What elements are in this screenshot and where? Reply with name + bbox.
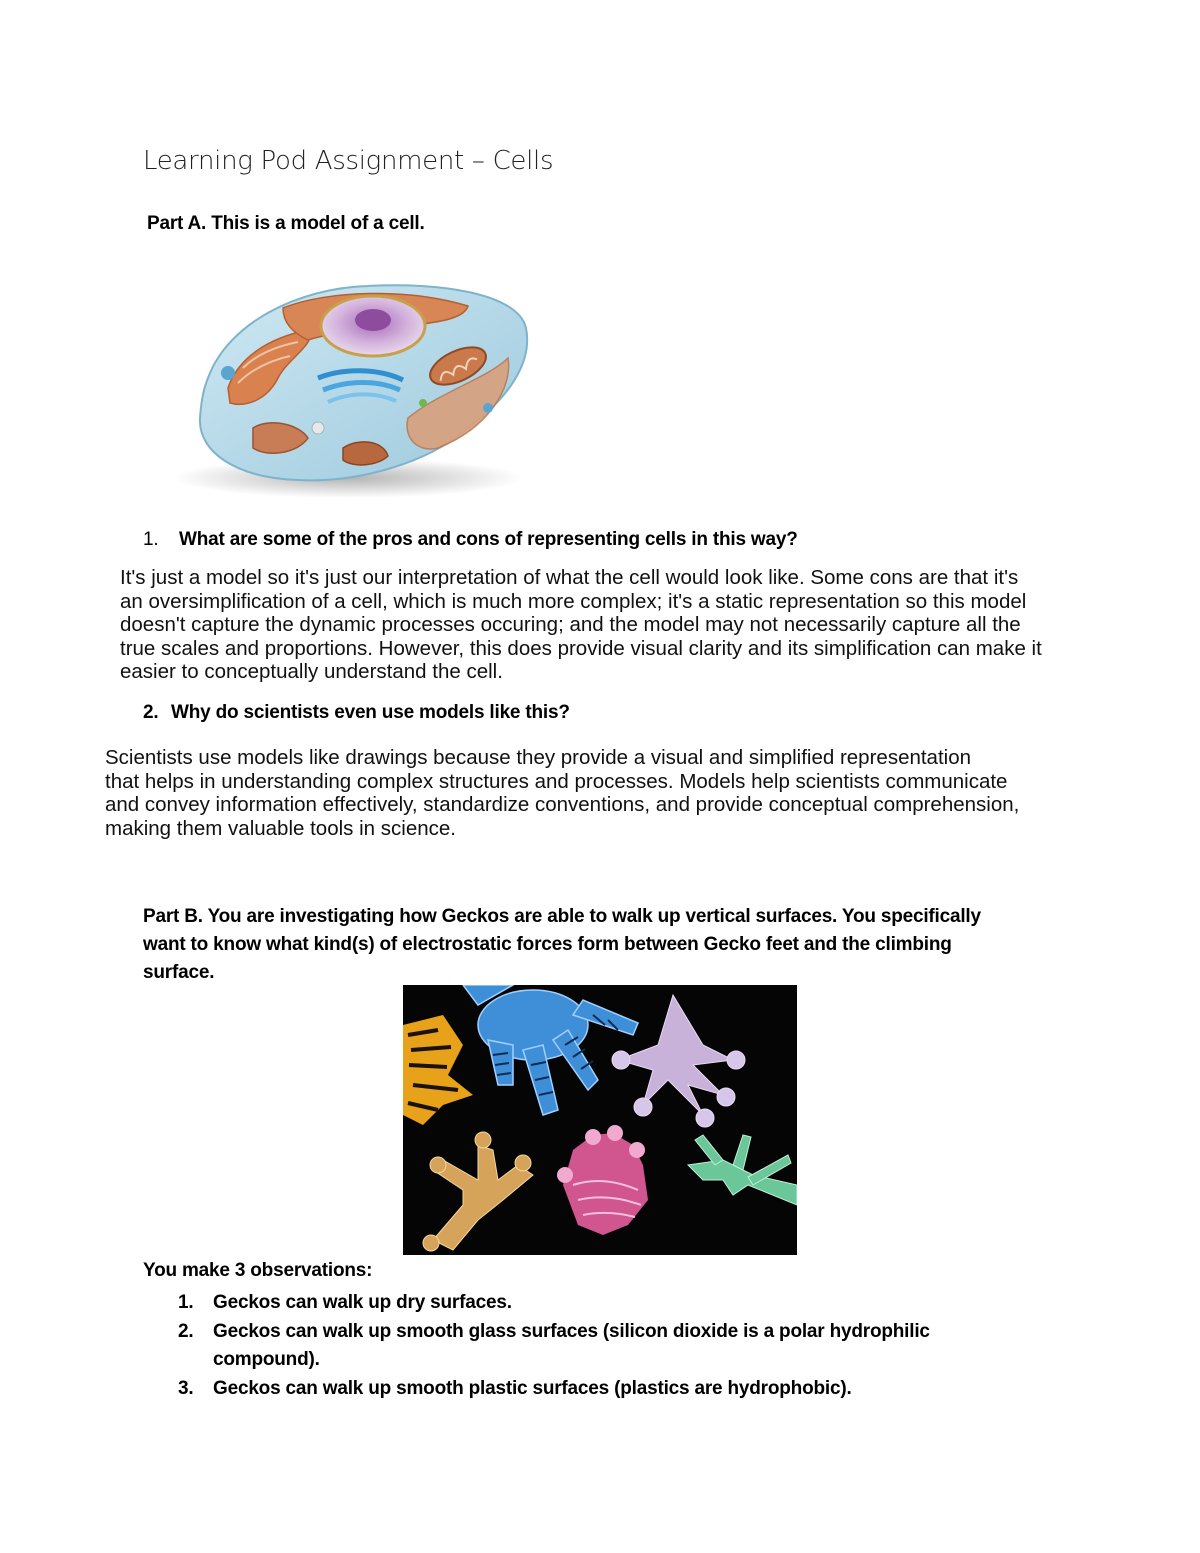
answer-2 xyxy=(105,746,1019,840)
question-2 xyxy=(143,702,570,724)
question-2-number: 2. xyxy=(143,702,159,723)
observation-item xyxy=(178,1375,930,1404)
part-a-heading: Part A. This is a model of a cell. xyxy=(147,213,425,234)
answer-1-line: easier to conceptually understand the cell. xyxy=(120,660,503,683)
observation-list xyxy=(178,1289,930,1403)
answer-1-line: an oversimplification of a cell, which is much more complex; it's a static representation so this model xyxy=(120,589,1027,613)
page-title: Learning Pod Assignment – Cells xyxy=(143,146,554,176)
observation-text: Geckos can walk up smooth plastic surfaces (plastics are hydrophobic). xyxy=(213,1377,852,1399)
question-1-number: 1. xyxy=(143,529,159,550)
observation-item xyxy=(178,1289,930,1318)
observation-item xyxy=(178,1318,930,1375)
answer-2-line: and convey information effectively, standardize conventions, and provide conceptual comprehension, xyxy=(105,793,1020,816)
part-b-heading-line: Part B. You are investigating how Geckos are able to walk up vertical surfaces. You specifically xyxy=(143,906,981,927)
observation-text: compound). xyxy=(213,1349,320,1370)
observation-text: Geckos can walk up smooth glass surfaces (silicon dioxide is a polar hydrophilic xyxy=(213,1320,930,1342)
gecko-feet-image xyxy=(403,985,797,1255)
part-b-heading-line: want to know what kind(s) of electrostatic forces form between Gecko feet and the climbing xyxy=(143,934,952,955)
answer-2-line: that helps in understanding complex structures and processes. Models help scientists communicate xyxy=(105,769,1008,793)
cell-model-image xyxy=(168,268,538,500)
question-2-text: Why do scientists even use models like this? xyxy=(171,702,570,723)
observation-number: 2. xyxy=(178,1320,194,1342)
answer-1-line: It's just a model so it's just our interpretation of what the cell would look like. Some cons are that it's xyxy=(120,566,1019,589)
observation-number: 1. xyxy=(178,1292,194,1313)
question-1 xyxy=(143,529,798,551)
question-1-text: What are some of the pros and cons of representing cells in this way? xyxy=(179,529,798,550)
observations-intro: You make 3 observations: xyxy=(143,1260,373,1281)
part-b-heading-line: surface. xyxy=(143,962,215,983)
answer-1-line: doesn't capture the dynamic processes occuring; and the model may not necessarily capture all the xyxy=(120,613,1021,636)
observation-text: Geckos can walk up dry surfaces. xyxy=(213,1292,512,1313)
answer-2-line: making them valuable tools in science. xyxy=(105,816,456,840)
answer-1-line: true scales and proportions. However, this does provide visual clarity and its simplification can make it xyxy=(120,636,1042,660)
answer-1 xyxy=(120,566,1042,684)
answer-2-line: Scientists use models like drawings because they provide a visual and simplified representation xyxy=(105,746,972,769)
observation-number: 3. xyxy=(178,1377,194,1399)
part-b-heading xyxy=(143,903,981,987)
